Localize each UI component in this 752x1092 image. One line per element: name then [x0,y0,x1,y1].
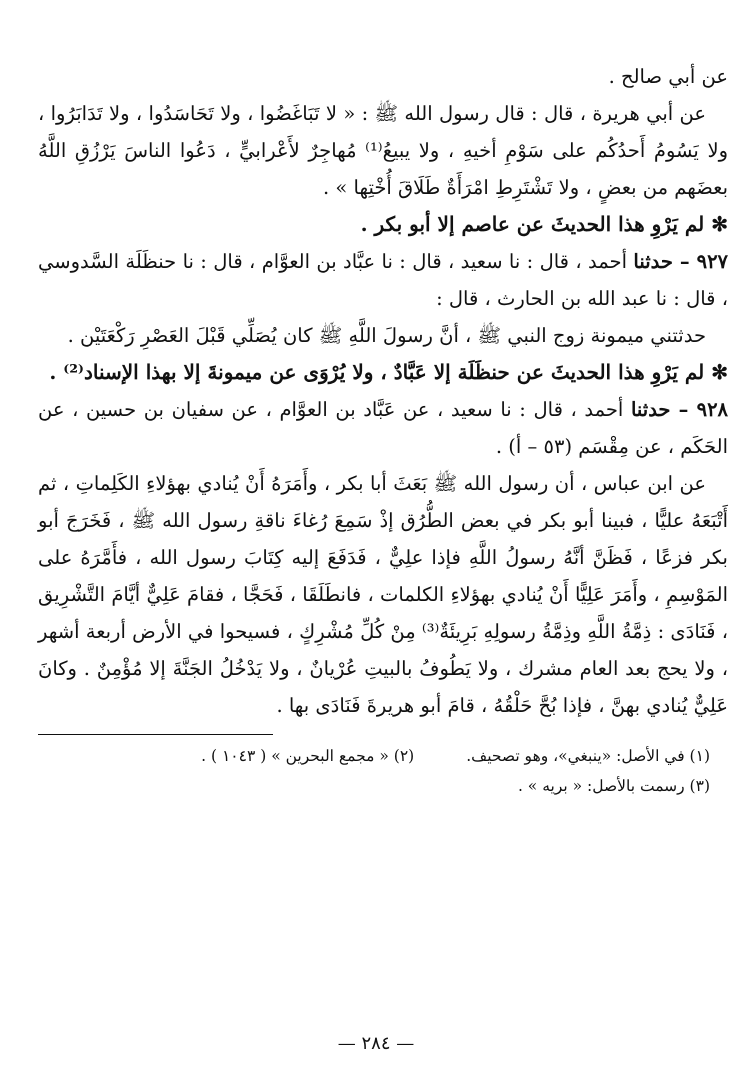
footnote-separator [38,734,273,735]
footnote-line-1 [38,741,728,771]
hadith-number-927: ٩٢٧ – حدثنا [633,250,729,273]
page-number: — ٢٨٤ — [337,1033,415,1054]
footnote-1: (١) في الأصل: «ينبغي»، وهو تصحيف. [466,747,710,765]
commentary-heading-2: ✻ لم يَرْوِ هذا الحديثَ عن حنظَلَة إلا عَبَّادٌ ، ولا يُرْوَى عن ميمونةَ إلا بهذا الإسناد⁽²⁾ . [49,360,728,384]
hadith-928-matn: عن ابن عباس ، أن رسول الله ﷺ بَعَثَ أبا بكر ، وأَمَرَهُ أَنْ يُنادي بهؤلاءِ الكَلِماتِ ، ثم أَتْبَعَهُ عليًّا ، فبينا أبو بكر في بعض الطُّرُق إذْ سَمِعَ رُغاءَ ناقةِ رسول الله ﷺ ، فَخَرَجَ أبو بكر فزعًا ، فَظَنَّ أنَّهُ رسولُ اللَّهِ فإذا علِيٌّ ، فَدَفَعَ إليه كِتَابَ رسول الله ، فأَمَّرَهُ على المَوْسِمِ ، وأَمَرَ عَلِيًّا أَنْ يُنادي بهؤلاءِ الكلمات ، فانطَلَقَا ، فَحَجَّا ، فقامَ عَلِيٌّ أيَّامَ التَّشْرِيق ، فَنَادَى : ذِمَّةُ اللَّهِ وذِمَّةُ رسولِهِ بَرِيئَةٌ⁽³⁾ مِنْ كُلِّ مُشْرِكٍ ، فسيحوا في الأرض أربعة أشهر ، ولا يحج بعد العام مشرك ، ولا يَطُوفُ بالبيتِ عُرْيانٌ ، ولا يَدْخُلُ الجَنَّةَ إلا مُؤْمِنٌ . وكانَ عَلِيٌّ يُنادي بهنَّ ، فإذا بُحَّ حَلْقُهُ ، قامَ أبو هريرةَ فَنَادَى بها . [38,472,729,717]
footnote-2: (٢) « مجمع البحرين » ( ١٠٤٣ ) . [201,747,415,765]
page-body [38,58,728,1058]
hadith-928-isnad [38,391,728,465]
hadith-927-chain: أحمد ، قال : نا سعيد ، قال : نا عبَّاد بن العوَّام ، قال : نا حنظَلَة السَّدوسي ، قال : نا عبد الله بن الحارث ، قال : [38,250,728,310]
footnotes [38,739,728,801]
paragraph-intro: عن أبي صالح . [608,65,728,88]
footnote-3: (٣) رسمت بالأصل: « بريه » . [517,777,710,795]
hadith-928-chain: أحمد ، قال : نا سعيد ، عن عَبَّاد بن العوَّام ، عن سفيان بن حسين ، عن الحَكَم ، عن مِقْسَم (٥٣ – أ) . [38,398,728,458]
hadith-text-abu-hurayra: عن أبي هريرة ، قال : قال رسول الله ﷺ : « لا تَبَاغَضُوا ، ولا تَحَاسَدُوا ، ولا تَدَابَرُوا ، ولا يَسُومُ أَحدُكُم على سَوْمِ أخيهِ ، ولا يبيعُ⁽¹⁾ مُهاجِرٌ لأَعْرابيٍّ ، دَعُوا الناسَ يَرْزُقِ اللَّهُ بعضَهم من بعضٍ ، ولا تَشْتَرِطِ امْرَأَةٌ طَلَاقَ أُخْتِها » . [38,102,728,199]
hadith-927-matn: حدثتني ميمونة زوج النبي ﷺ ، أنَّ رسولَ اللَّهِ ﷺ كان يُصَلِّي قَبْلَ العَصْرِ رَكْعَتَيْن . [67,324,706,347]
hadith-927-isnad [38,243,728,317]
commentary-heading-1: ✻ لم يَرْوِ هذا الحديثَ عن عاصم إلا أبو بكر . [360,212,728,236]
hadith-number-928: ٩٢٨ – حدثنا [630,398,729,421]
